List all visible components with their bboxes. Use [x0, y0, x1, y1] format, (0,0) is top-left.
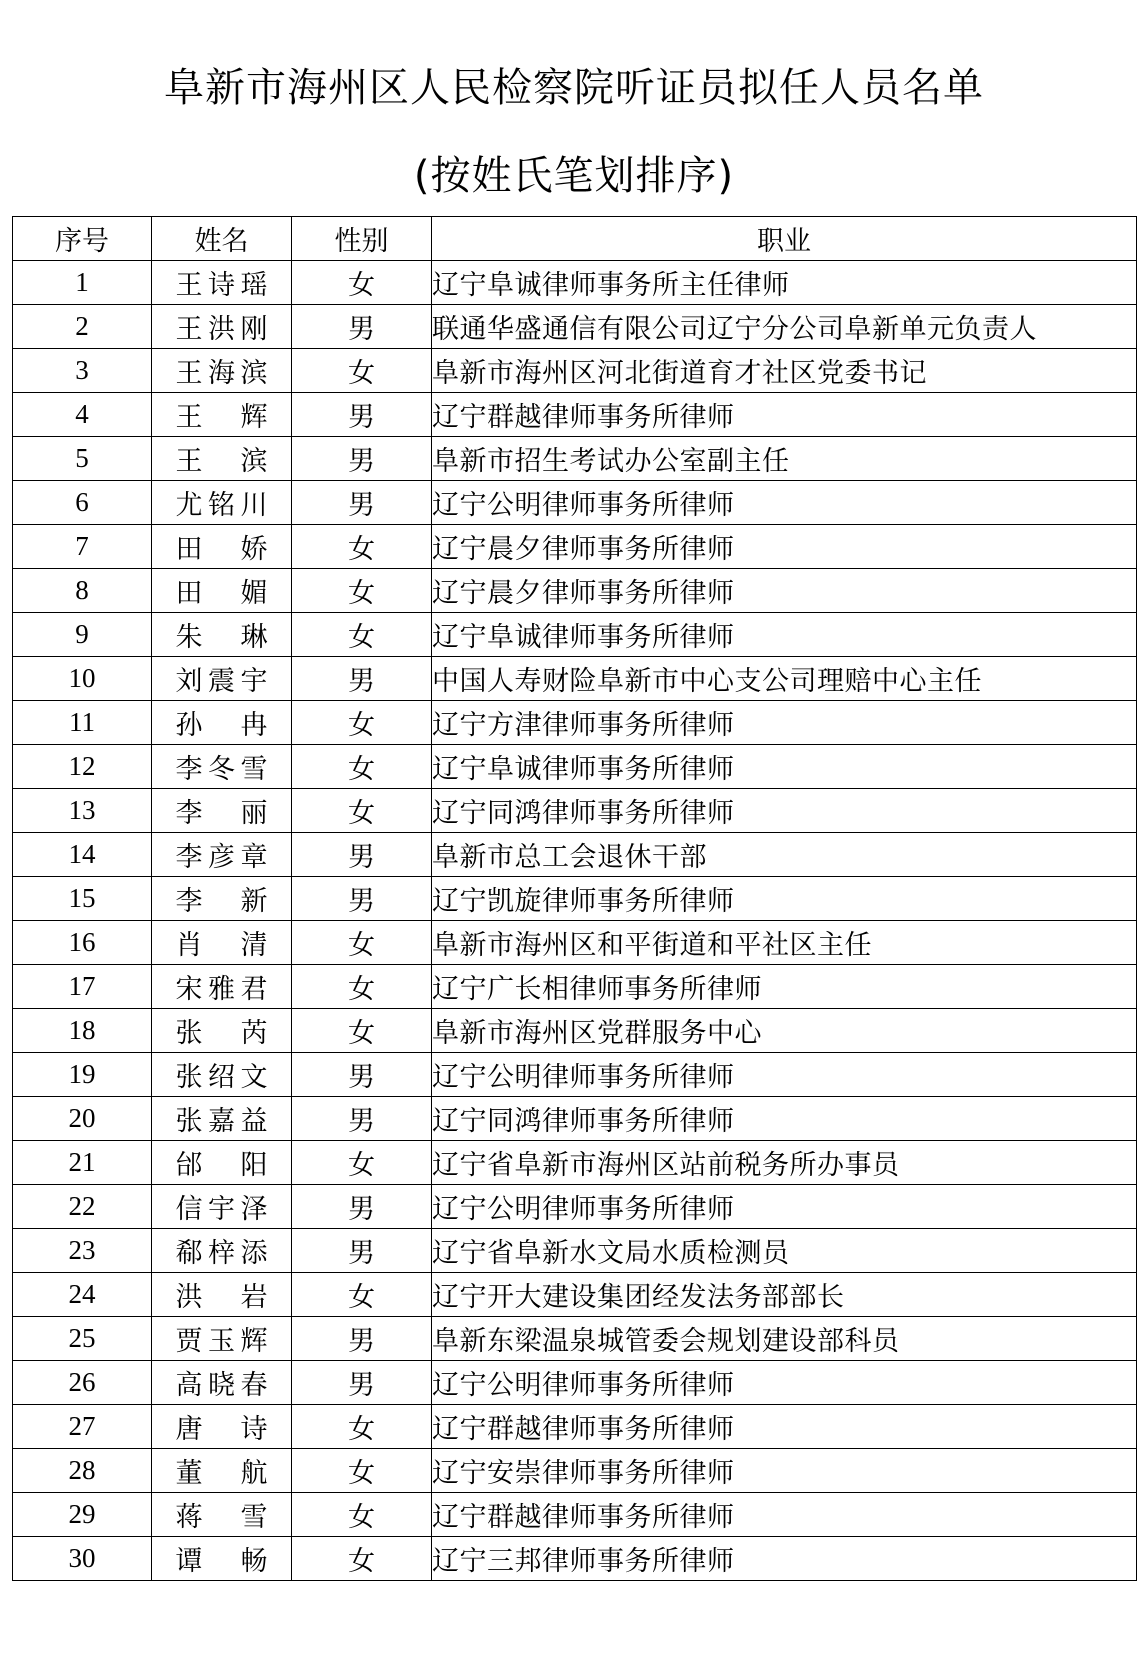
row-sex: 女 — [292, 1537, 432, 1581]
row-name: 李冬雪 — [175, 754, 268, 785]
row-sex: 男 — [292, 305, 432, 349]
row-sex: 男 — [292, 1229, 432, 1273]
row-sex: 男 — [292, 481, 432, 525]
row-name: 李 丽 — [175, 798, 268, 829]
row-occupation: 辽宁省阜新水文局水质检测员 — [432, 1229, 1137, 1273]
row-sex: 女 — [292, 1449, 432, 1493]
table-row — [13, 789, 1137, 833]
row-sex: 男 — [292, 1317, 432, 1361]
row-sex: 女 — [292, 701, 432, 745]
row-sex: 女 — [292, 613, 432, 657]
row-name-cell — [152, 1493, 292, 1537]
table-row — [13, 1493, 1137, 1537]
row-name: 宋雅君 — [175, 974, 268, 1005]
row-name-cell — [152, 1405, 292, 1449]
row-name: 尤铭川 — [175, 490, 268, 521]
table-row — [13, 305, 1137, 349]
table-row — [13, 1317, 1137, 1361]
row-name: 李 新 — [175, 886, 268, 917]
row-sex: 男 — [292, 1053, 432, 1097]
header-sex: 性别 — [292, 217, 432, 261]
page-subtitle: (按姓氏笔划排序) — [413, 153, 735, 199]
row-seq: 26 — [13, 1361, 152, 1405]
row-sex: 男 — [292, 877, 432, 921]
row-sex: 男 — [292, 1097, 432, 1141]
row-name-cell — [152, 1229, 292, 1273]
row-name: 高晓春 — [175, 1370, 268, 1401]
row-name-cell — [152, 745, 292, 789]
row-name-cell — [152, 613, 292, 657]
row-sex: 男 — [292, 1361, 432, 1405]
row-occupation: 辽宁凯旋律师事务所律师 — [432, 877, 1137, 921]
row-occupation: 辽宁群越律师事务所律师 — [432, 1493, 1137, 1537]
row-occupation: 辽宁方津律师事务所律师 — [432, 701, 1137, 745]
row-seq: 22 — [13, 1185, 152, 1229]
row-name-cell — [152, 877, 292, 921]
row-sex: 女 — [292, 921, 432, 965]
row-name-cell — [152, 701, 292, 745]
row-seq: 6 — [13, 481, 152, 525]
row-occupation: 辽宁省阜新市海州区站前税务所办事员 — [432, 1141, 1137, 1185]
row-name-cell — [152, 305, 292, 349]
row-sex: 女 — [292, 525, 432, 569]
row-name-cell — [152, 789, 292, 833]
table-row — [13, 613, 1137, 657]
row-sex: 女 — [292, 1493, 432, 1537]
row-seq: 2 — [13, 305, 152, 349]
row-seq: 24 — [13, 1273, 152, 1317]
row-sex: 男 — [292, 657, 432, 701]
row-seq: 25 — [13, 1317, 152, 1361]
row-name-cell — [152, 349, 292, 393]
row-name: 谭 畅 — [175, 1546, 268, 1577]
row-occupation: 辽宁广长相律师事务所律师 — [432, 965, 1137, 1009]
table-body — [13, 261, 1137, 1581]
row-name: 郗梓添 — [175, 1238, 268, 1269]
row-seq: 8 — [13, 569, 152, 613]
row-name: 孙 冉 — [175, 710, 268, 741]
row-name-cell — [152, 569, 292, 613]
row-name: 王 辉 — [175, 402, 268, 433]
row-name: 张嘉益 — [175, 1106, 268, 1137]
row-sex: 女 — [292, 1273, 432, 1317]
row-name: 贾玉辉 — [175, 1326, 268, 1357]
page-title: 阜新市海州区人民检察院听证员拟任人员名单 — [164, 65, 984, 111]
row-seq: 27 — [13, 1405, 152, 1449]
row-occupation: 辽宁晨夕律师事务所律师 — [432, 569, 1137, 613]
row-name: 张 芮 — [175, 1018, 268, 1049]
table-row — [13, 1449, 1137, 1493]
table-row — [13, 1273, 1137, 1317]
table-row — [13, 1009, 1137, 1053]
row-name: 王洪刚 — [175, 314, 268, 345]
row-sex: 女 — [292, 745, 432, 789]
row-seq: 23 — [13, 1229, 152, 1273]
row-seq: 14 — [13, 833, 152, 877]
row-occupation: 辽宁阜诚律师事务所律师 — [432, 745, 1137, 789]
row-occupation: 辽宁群越律师事务所律师 — [432, 1405, 1137, 1449]
header-seq: 序号 — [13, 217, 152, 261]
row-seq: 19 — [13, 1053, 152, 1097]
row-sex: 女 — [292, 261, 432, 305]
row-sex: 女 — [292, 349, 432, 393]
table-row — [13, 1097, 1137, 1141]
row-sex: 男 — [292, 833, 432, 877]
row-occupation: 中国人寿财险阜新市中心支公司理赔中心主任 — [432, 657, 1137, 701]
table-row — [13, 1537, 1137, 1581]
row-occupation: 辽宁阜诚律师事务所律师 — [432, 613, 1137, 657]
row-name: 邰 阳 — [175, 1150, 268, 1181]
row-name: 王 滨 — [175, 446, 268, 477]
table-row — [13, 525, 1137, 569]
table-row — [13, 261, 1137, 305]
row-seq: 1 — [13, 261, 152, 305]
row-name-cell — [152, 1009, 292, 1053]
row-seq: 15 — [13, 877, 152, 921]
row-seq: 3 — [13, 349, 152, 393]
table-row — [13, 657, 1137, 701]
row-name: 王海滨 — [175, 358, 268, 389]
row-name: 唐 诗 — [175, 1414, 268, 1445]
row-name: 李彦章 — [175, 842, 268, 873]
row-seq: 13 — [13, 789, 152, 833]
table-row — [13, 1361, 1137, 1405]
row-name-cell — [152, 1361, 292, 1405]
row-name: 王诗瑶 — [175, 270, 268, 301]
row-seq: 12 — [13, 745, 152, 789]
row-occupation: 阜新市海州区河北街道育才社区党委书记 — [432, 349, 1137, 393]
row-name-cell — [152, 921, 292, 965]
row-name-cell — [152, 525, 292, 569]
row-seq: 16 — [13, 921, 152, 965]
row-occupation: 阜新市海州区和平街道和平社区主任 — [432, 921, 1137, 965]
row-occupation: 辽宁公明律师事务所律师 — [432, 1185, 1137, 1229]
row-occupation: 辽宁同鸿律师事务所律师 — [432, 789, 1137, 833]
row-name-cell — [152, 965, 292, 1009]
row-occupation: 辽宁公明律师事务所律师 — [432, 1361, 1137, 1405]
row-sex: 男 — [292, 1185, 432, 1229]
row-occupation: 辽宁群越律师事务所律师 — [432, 393, 1137, 437]
row-name: 张绍文 — [175, 1062, 268, 1093]
row-name-cell — [152, 1097, 292, 1141]
table-row — [13, 1185, 1137, 1229]
row-name-cell — [152, 657, 292, 701]
header-name: 姓名 — [152, 217, 292, 261]
row-name: 田 媚 — [175, 578, 268, 609]
row-occupation: 阜新市总工会退休干部 — [432, 833, 1137, 877]
row-occupation: 辽宁开大建设集团经发法务部部长 — [432, 1273, 1137, 1317]
row-sex: 女 — [292, 965, 432, 1009]
table-row — [13, 701, 1137, 745]
table-row — [13, 877, 1137, 921]
row-seq: 17 — [13, 965, 152, 1009]
row-sex: 女 — [292, 569, 432, 613]
table-row — [13, 965, 1137, 1009]
row-seq: 30 — [13, 1537, 152, 1581]
row-seq: 18 — [13, 1009, 152, 1053]
row-name-cell — [152, 1537, 292, 1581]
row-sex: 女 — [292, 789, 432, 833]
row-seq: 7 — [13, 525, 152, 569]
header-occupation: 职业 — [432, 217, 1137, 261]
row-name-cell — [152, 481, 292, 525]
table-row — [13, 1229, 1137, 1273]
row-sex: 女 — [292, 1141, 432, 1185]
table-row — [13, 833, 1137, 877]
row-name: 信宇泽 — [175, 1194, 268, 1225]
row-seq: 21 — [13, 1141, 152, 1185]
row-name-cell — [152, 261, 292, 305]
row-seq: 29 — [13, 1493, 152, 1537]
row-occupation: 辽宁阜诚律师事务所主任律师 — [432, 261, 1137, 305]
row-seq: 11 — [13, 701, 152, 745]
row-name-cell — [152, 393, 292, 437]
row-occupation: 阜新市海州区党群服务中心 — [432, 1009, 1137, 1053]
row-name-cell — [152, 437, 292, 481]
table-row — [13, 745, 1137, 789]
table-row — [13, 1405, 1137, 1449]
row-name-cell — [152, 1449, 292, 1493]
row-name: 朱 琳 — [175, 622, 268, 653]
table-row — [13, 349, 1137, 393]
row-name-cell — [152, 1185, 292, 1229]
table-row — [13, 481, 1137, 525]
row-sex: 女 — [292, 1405, 432, 1449]
row-name-cell — [152, 1317, 292, 1361]
row-occupation: 辽宁安崇律师事务所律师 — [432, 1449, 1137, 1493]
row-sex: 男 — [292, 393, 432, 437]
row-occupation: 辽宁同鸿律师事务所律师 — [432, 1097, 1137, 1141]
row-occupation: 辽宁三邦律师事务所律师 — [432, 1537, 1137, 1581]
row-occupation: 辽宁晨夕律师事务所律师 — [432, 525, 1137, 569]
row-seq: 20 — [13, 1097, 152, 1141]
row-seq: 10 — [13, 657, 152, 701]
row-sex: 男 — [292, 437, 432, 481]
row-occupation: 辽宁公明律师事务所律师 — [432, 1053, 1137, 1097]
row-name: 田 娇 — [175, 534, 268, 565]
row-seq: 5 — [13, 437, 152, 481]
row-occupation: 阜新市招生考试办公室副主任 — [432, 437, 1137, 481]
row-name: 董 航 — [175, 1458, 268, 1489]
row-occupation: 阜新东梁温泉城管委会规划建设部科员 — [432, 1317, 1137, 1361]
table-row — [13, 1053, 1137, 1097]
row-occupation: 联通华盛通信有限公司辽宁分公司阜新单元负责人 — [432, 305, 1137, 349]
row-name: 刘震宇 — [175, 666, 268, 697]
row-sex: 女 — [292, 1009, 432, 1053]
row-name: 蒋 雪 — [175, 1502, 268, 1533]
row-name-cell — [152, 1273, 292, 1317]
roster-table — [12, 216, 1137, 1581]
row-name-cell — [152, 833, 292, 877]
row-seq: 28 — [13, 1449, 152, 1493]
row-seq: 9 — [13, 613, 152, 657]
row-name: 肖 清 — [175, 930, 268, 961]
table-row — [13, 921, 1137, 965]
row-name: 洪 岩 — [175, 1282, 268, 1313]
table-row — [13, 569, 1137, 613]
table-row — [13, 1141, 1137, 1185]
row-name-cell — [152, 1053, 292, 1097]
table-row — [13, 393, 1137, 437]
table-row — [13, 437, 1137, 481]
row-seq: 4 — [13, 393, 152, 437]
table-header-row — [13, 217, 1137, 261]
row-occupation: 辽宁公明律师事务所律师 — [432, 481, 1137, 525]
row-name-cell — [152, 1141, 292, 1185]
